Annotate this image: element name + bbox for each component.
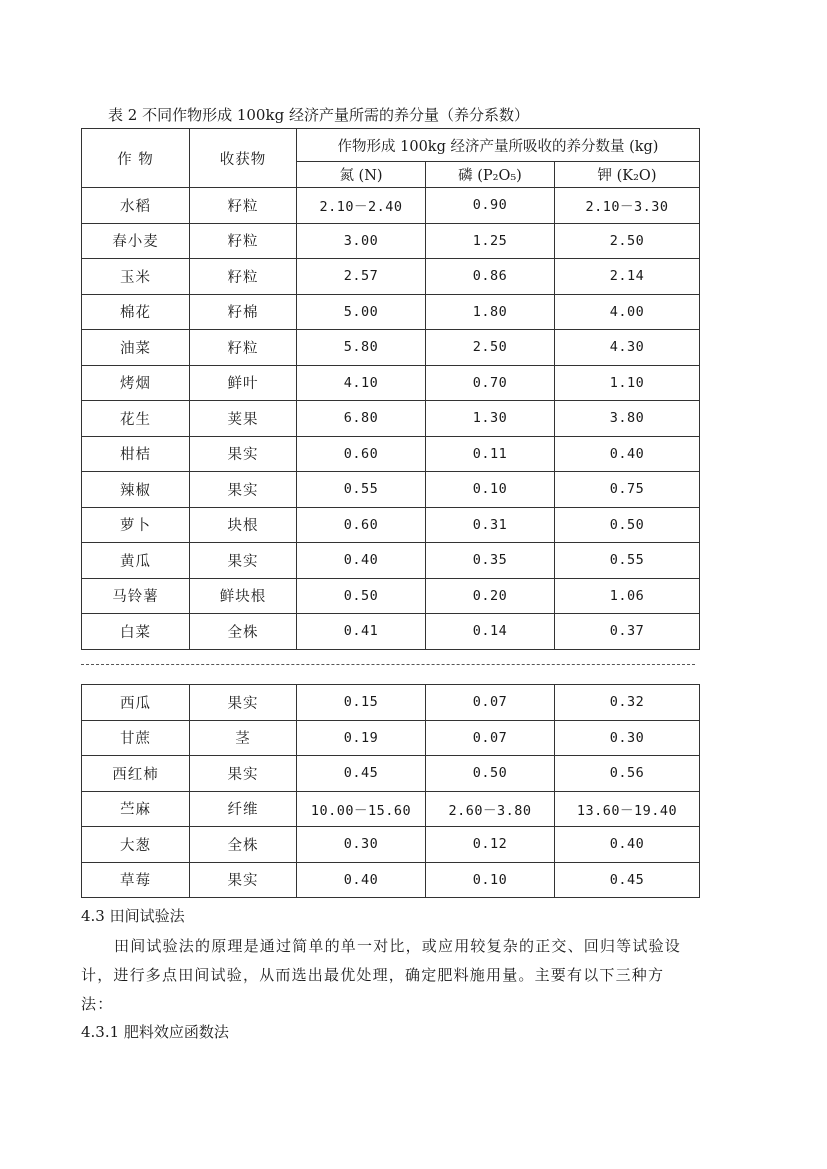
table-body-part2 [82,685,700,898]
table-row [82,294,700,330]
cell-p: 0.70 [426,365,555,401]
cell-k: 4.30 [555,330,700,366]
table-row [82,685,700,721]
cell-k: 1.06 [555,578,700,614]
cell-harvest: 果实 [190,543,297,579]
cell-k: 0.32 [555,685,700,721]
cell-crop: 水稻 [82,188,190,224]
cell-p: 0.86 [426,259,555,295]
cell-harvest: 鲜块根 [190,578,297,614]
cell-n: 0.50 [297,578,426,614]
header-harvest: 收获物 [190,129,297,188]
cell-n: 6.80 [297,401,426,437]
cell-k: 2.50 [555,223,700,259]
cell-harvest: 果实 [190,862,297,898]
cell-p: 0.90 [426,188,555,224]
table-break-line [81,664,695,665]
table-row [82,578,700,614]
cell-p: 1.80 [426,294,555,330]
table-row [82,188,700,224]
cell-n: 0.45 [297,756,426,792]
cell-k: 0.30 [555,720,700,756]
cell-k: 1.10 [555,365,700,401]
cell-harvest: 籽粒 [190,223,297,259]
cell-crop: 萝卜 [82,507,190,543]
cell-p: 0.07 [426,720,555,756]
cell-crop: 草莓 [82,862,190,898]
cell-crop: 烤烟 [82,365,190,401]
cell-harvest: 籽粒 [190,188,297,224]
cell-n: 0.40 [297,543,426,579]
nutrient-table-part1 [81,128,700,650]
cell-harvest: 块根 [190,507,297,543]
cell-k: 0.40 [555,827,700,863]
cell-harvest: 果实 [190,472,297,508]
cell-k: 2.14 [555,259,700,295]
cell-k: 13.60－19.40 [555,791,700,827]
table-row [82,720,700,756]
cell-harvest: 荚果 [190,401,297,437]
cell-k: 0.75 [555,472,700,508]
cell-k: 2.10－3.30 [555,188,700,224]
table-row [82,259,700,295]
cell-n: 2.57 [297,259,426,295]
cell-n: 0.40 [297,862,426,898]
cell-p: 0.11 [426,436,555,472]
table-row [82,223,700,259]
cell-n: 0.19 [297,720,426,756]
cell-p: 0.07 [426,685,555,721]
cell-k: 0.55 [555,543,700,579]
cell-p: 2.50 [426,330,555,366]
cell-crop: 玉米 [82,259,190,295]
cell-crop: 油菜 [82,330,190,366]
paragraph-text: 田间试验法的原理是通过简单的单一对比，或应用较复杂的正交、回归等试验设计，进行多点田间试验，从而选出最优处理，确定肥料施用量。主要有以下三种方法： [81,937,682,1013]
header-p: 磷 (P₂O₅) [426,162,555,188]
cell-n: 0.15 [297,685,426,721]
cell-crop: 西红柿 [82,756,190,792]
cell-harvest: 全株 [190,614,297,650]
cell-p: 1.30 [426,401,555,437]
cell-p: 0.35 [426,543,555,579]
table-body-part1 [82,188,700,650]
cell-p: 0.50 [426,756,555,792]
table-row [82,330,700,366]
table-row [82,436,700,472]
cell-crop: 马铃薯 [82,578,190,614]
cell-k: 0.37 [555,614,700,650]
cell-n: 2.10－2.40 [297,188,426,224]
cell-k: 0.40 [555,436,700,472]
cell-crop: 西瓜 [82,685,190,721]
cell-n: 0.60 [297,436,426,472]
header-nutrient-span: 作物形成 100kg 经济产量所吸收的养分数量 (kg) [297,129,700,162]
header-crop: 作 物 [82,129,190,188]
table-row [82,507,700,543]
cell-crop: 春小麦 [82,223,190,259]
cell-k: 3.80 [555,401,700,437]
cell-p: 0.10 [426,472,555,508]
body-paragraph [81,932,691,1019]
cell-p: 0.14 [426,614,555,650]
table-row [82,756,700,792]
cell-p: 0.31 [426,507,555,543]
table-row [82,827,700,863]
cell-n: 5.80 [297,330,426,366]
table-row [82,401,700,437]
cell-harvest: 籽粒 [190,330,297,366]
cell-n: 4.10 [297,365,426,401]
cell-crop: 棉花 [82,294,190,330]
cell-k: 0.50 [555,507,700,543]
cell-crop: 白菜 [82,614,190,650]
cell-crop: 甘蔗 [82,720,190,756]
table-row [82,472,700,508]
cell-p: 0.20 [426,578,555,614]
cell-p: 2.60－3.80 [426,791,555,827]
table-row [82,614,700,650]
cell-k: 0.56 [555,756,700,792]
section-heading-4-3-1: 4.3.1 肥料效应函数法 [81,1023,229,1041]
cell-harvest: 鲜叶 [190,365,297,401]
cell-crop: 黄瓜 [82,543,190,579]
table-row [82,365,700,401]
table-row [82,543,700,579]
cell-harvest: 果实 [190,436,297,472]
cell-harvest: 籽粒 [190,259,297,295]
cell-p: 1.25 [426,223,555,259]
cell-n: 0.41 [297,614,426,650]
table-row [82,791,700,827]
cell-k: 0.45 [555,862,700,898]
cell-n: 3.00 [297,223,426,259]
nutrient-table-part2 [81,684,700,898]
cell-harvest: 果实 [190,685,297,721]
cell-n: 10.00－15.60 [297,791,426,827]
cell-p: 0.12 [426,827,555,863]
cell-harvest: 籽棉 [190,294,297,330]
cell-harvest: 果实 [190,756,297,792]
cell-n: 0.30 [297,827,426,863]
section-heading-4-3: 4.3 田间试验法 [81,907,185,925]
cell-n: 5.00 [297,294,426,330]
cell-crop: 大葱 [82,827,190,863]
header-k: 钾 (K₂O) [555,162,700,188]
cell-harvest: 茎 [190,720,297,756]
cell-harvest: 纤维 [190,791,297,827]
header-n: 氮 (N) [297,162,426,188]
cell-p: 0.10 [426,862,555,898]
cell-k: 4.00 [555,294,700,330]
cell-n: 0.60 [297,507,426,543]
cell-crop: 柑桔 [82,436,190,472]
cell-crop: 苎麻 [82,791,190,827]
cell-n: 0.55 [297,472,426,508]
table-row [82,862,700,898]
cell-harvest: 全株 [190,827,297,863]
cell-crop: 花生 [82,401,190,437]
cell-crop: 辣椒 [82,472,190,508]
table-caption: 表 2 不同作物形成 100kg 经济产量所需的养分量（养分系数） [108,106,529,124]
